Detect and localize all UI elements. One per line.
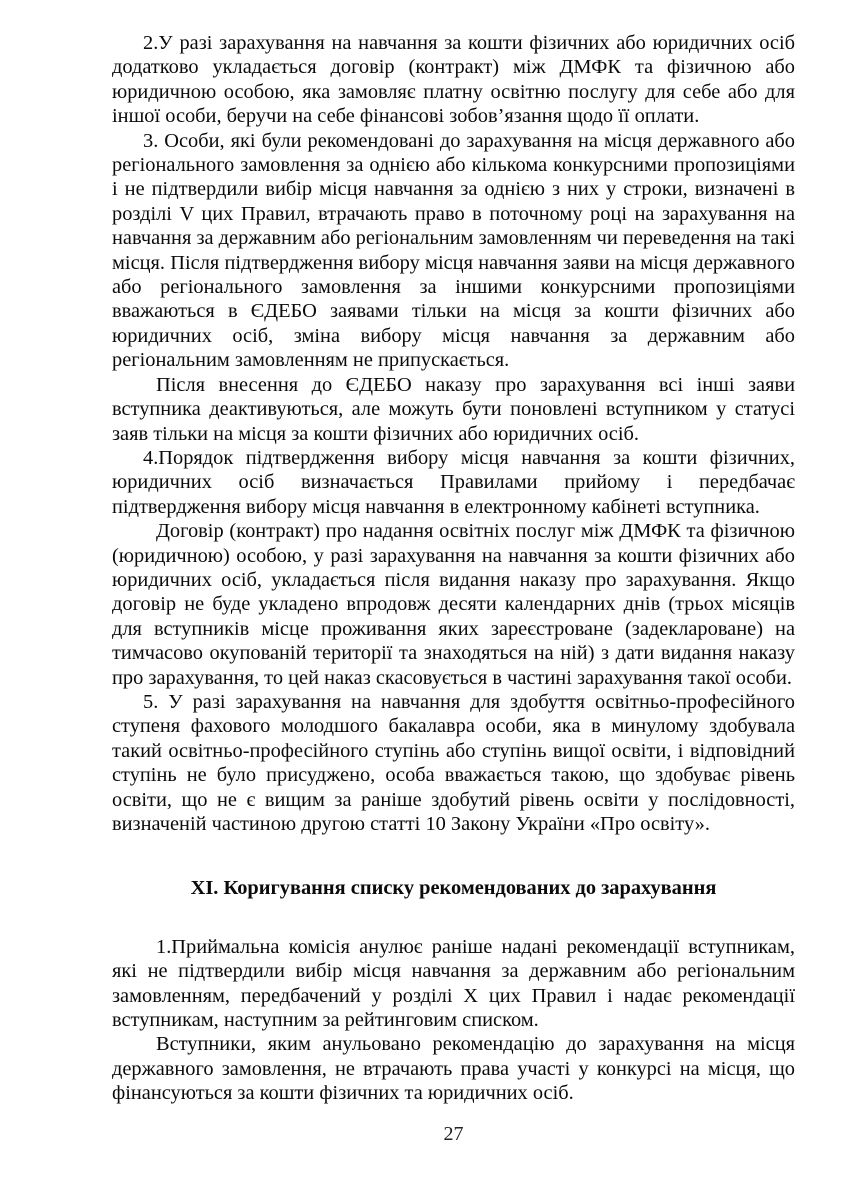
paragraph-3: 3. Особи, які були рекомендовані до зарахування на місця державного або регіонального замовлення за однією або кількома конкурсними пропозиціями і не підтвердили вибір місця навчання за однією з них у строки, визначені в розділі V цих Правил, втрачають право в поточному році на зарахування на навчання за державним або регіональним замовленням чи переведення на такі місця. Після підтвердження вибору місця навчання заяви на місця державного або регіонального замовлення за іншими конкурсними пропозиціями вважаються в ЄДЕБО заявами тільки на місця за кошти фізичних або юридичних осіб, зміна вибору місця навчання за державним або регіональним замовленням не припускається. bbox=[112, 129, 795, 372]
paragraph-2: 2.У разі зарахування на навчання за кошти фізичних або юридичних осіб додатково укладається договір (контракт) між ДМФК та фізичною або юридичною особою, яка замовляє платну освітню послугу для себе або для іншої особи, беручи на себе фінансові зобов’язання щодо її оплати. bbox=[112, 32, 795, 128]
paragraph-xi-applicants: Вступники, яким анульовано рекомендацію до зарахування на місця державного замовлення, не втрачають права участі у конкурсі на місця, що фінансуються за кошти фізичних та юридичних осіб. bbox=[112, 1033, 795, 1105]
paragraph-contract: Договір (контракт) про надання освітніх послуг між ДМФК та фізичною (юридичною) особою, у разі зарахування на навчання за кошти фізичних або юридичних осіб, укладається після видання наказу про зарахування. Якщо договір не буде укладено впродовж десяти календарних днів (трьох місяців для вступників місце проживання яких зареєстроване (задеклароване) на тимчасово окупованій території та знаходяться на ній) з дати видання наказу про зарахування, то цей наказ скасовується в частині зарахування такої особи. bbox=[112, 520, 795, 689]
paragraph-edebo-order: Після внесення до ЄДЕБО наказу про зарахування всі інші заяви вступника деактивуються, але можуть бути поновлені вступником у статусі заяв тільки на місця за кошти фізичних або юридичних осіб. bbox=[112, 373, 795, 445]
text-column bbox=[112, 31, 795, 1106]
paragraph-5: 5. У разі зарахування на навчання для здобуття освітньо-професійного ступеня фахового молодшого бакалавра особи, яка в минулому здобувала такий освітньо-професійного ступінь або ступінь вищої освіти, і відповідний ступінь не було присуджено, особа вважається такою, що здобуває рівень освіти, що не є вищим за раніше здобутий рівень освіти у послідовності, визначеній частиною другою статті 10 Закону України «Про освіту». bbox=[112, 690, 795, 835]
paragraph-xi-1: 1.Приймальна комісія анулює раніше надані рекомендації вступникам, які не підтвердили вибір місця навчання за державним або регіональним замовленням, передбачений у розділі X цих Правил і надає рекомендації вступникам, наступним за рейтинговим списком. bbox=[112, 935, 795, 1032]
paragraph-4: 4.Порядок підтвердження вибору місця навчання за кошти фізичних, юридичних осіб визначається Правилами прийому і передбачає підтвердження вибору місця навчання в електронному кабінеті вступника. bbox=[112, 446, 795, 518]
page-number: 27 bbox=[443, 1123, 464, 1145]
section-heading-xi: XI. Коригування списку рекомендованих до зарахування bbox=[190, 877, 717, 900]
